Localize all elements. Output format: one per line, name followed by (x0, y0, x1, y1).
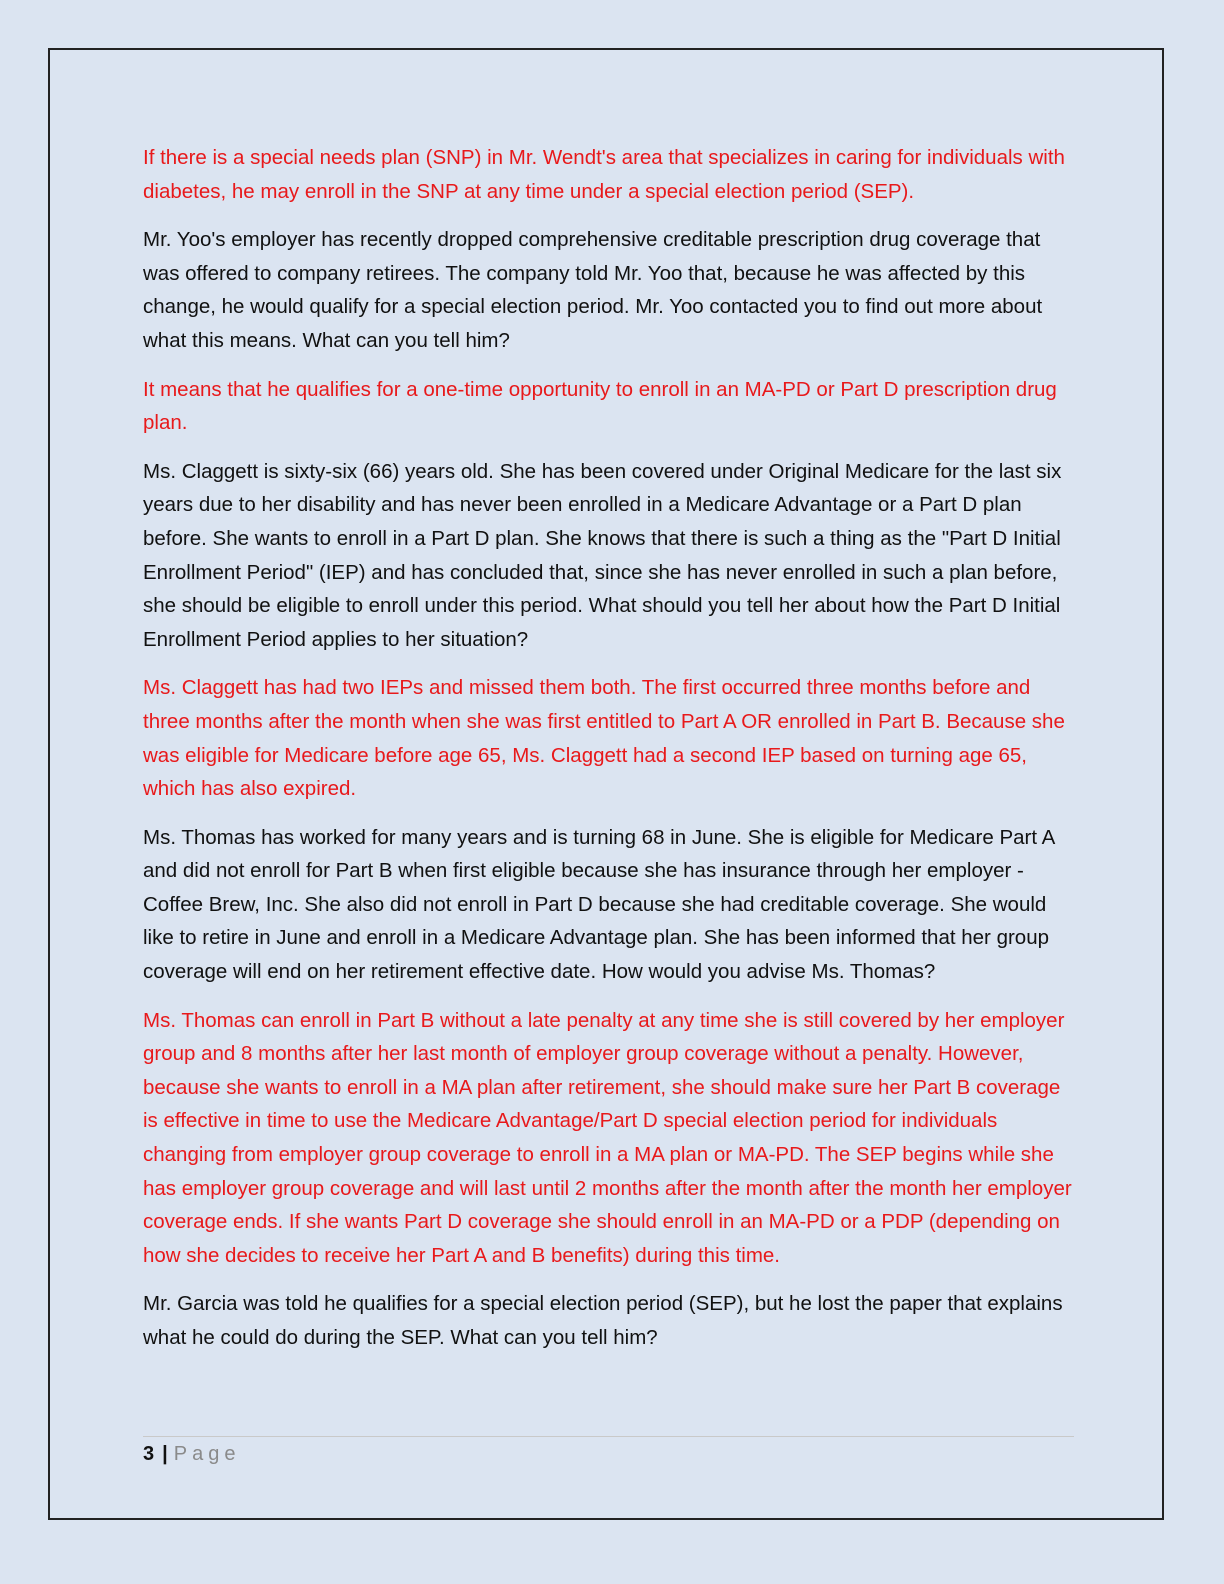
document-body (143, 141, 1078, 1370)
answer-paragraph: Ms. Claggett has had two IEPs and missed them both. The first occurred three months before and three months after the month when she was first entitled to Part A OR enrolled in Part B. Because she was eligible for Medicare before age 65, Ms. Claggett had a second IEP based on turning age 65, which has also expired. (143, 676, 1065, 801)
answer-paragraph: It means that he qualifies for a one-time opportunity to enroll in an MA-PD or Part D prescription drug plan. (143, 377, 1057, 435)
footer-separator: | (162, 1443, 168, 1465)
question-paragraph: Mr. Yoo's employer has recently dropped comprehensive creditable prescription drug coverage that was offered to company retirees. The company told Mr. Yoo that, because he was affected by this change, he would qualify for a special election period. Mr. Yoo contacted you to find out more about what this means. What can you tell him? (143, 228, 1043, 352)
page-number: 3 (143, 1443, 155, 1465)
footer-divider (143, 1436, 1074, 1437)
question-paragraph: Ms. Thomas has worked for many years and is turning 68 in June. She is eligible for Medicare Part A and did not enroll for Part B when first eligible because she has insurance through her employer - Coffee Brew, Inc. She also did not enroll in Part D because she had creditable coverage. She would like to retire in June and enroll in a Medicare Advantage plan. She has been informed that her group coverage will end on her retirement effective date. How would you advise Ms. Thomas? (143, 825, 1055, 984)
page-footer (143, 1440, 240, 1468)
page-label: Page (173, 1443, 241, 1465)
answer-paragraph: Ms. Thomas can enroll in Part B without a late penalty at any time she is still covered by her employer group and 8 months after her last month of employer group coverage without a penalty. However, because she wants to enroll in a MA plan after retirement, she should make sure her Part B coverage is effective in time to use the Medicare Advantage/Part D special election period for individuals changing from employer group coverage to enroll in a MA plan or MA-PD. The SEP begins while she has employer group coverage and will last until 2 months after the month after the month her employer coverage ends. If she wants Part D coverage she should enroll in an MA-PD or a PDP (depending on how she decides to receive her Part A and B benefits) during this time. (143, 1008, 1072, 1267)
question-paragraph: Mr. Garcia was told he qualifies for a special election period (SEP), but he lost the paper that explains what he could do during the SEP. What can you tell him? (143, 1292, 1063, 1349)
question-paragraph: Ms. Claggett is sixty-six (66) years old. She has been covered under Original Medicare for the last six years due to her disability and has never been enrolled in a Medicare Advantage or a Part D plan before. She wants to enroll in a Part D plan. She knows that there is such a thing as the "Part D Initial Enrollment Period" (IEP) and has concluded that, since she has never enrolled in such a plan before, she should be eligible to enroll under this period. What should you tell her about how the Part D Initial Enrollment Period applies to her situation? (143, 459, 1062, 651)
answer-paragraph: If there is a special needs plan (SNP) in Mr. Wendt's area that specializes in caring for individuals with diabetes, he may enroll in the SNP at any time under a special election period (SEP). (143, 146, 1065, 203)
